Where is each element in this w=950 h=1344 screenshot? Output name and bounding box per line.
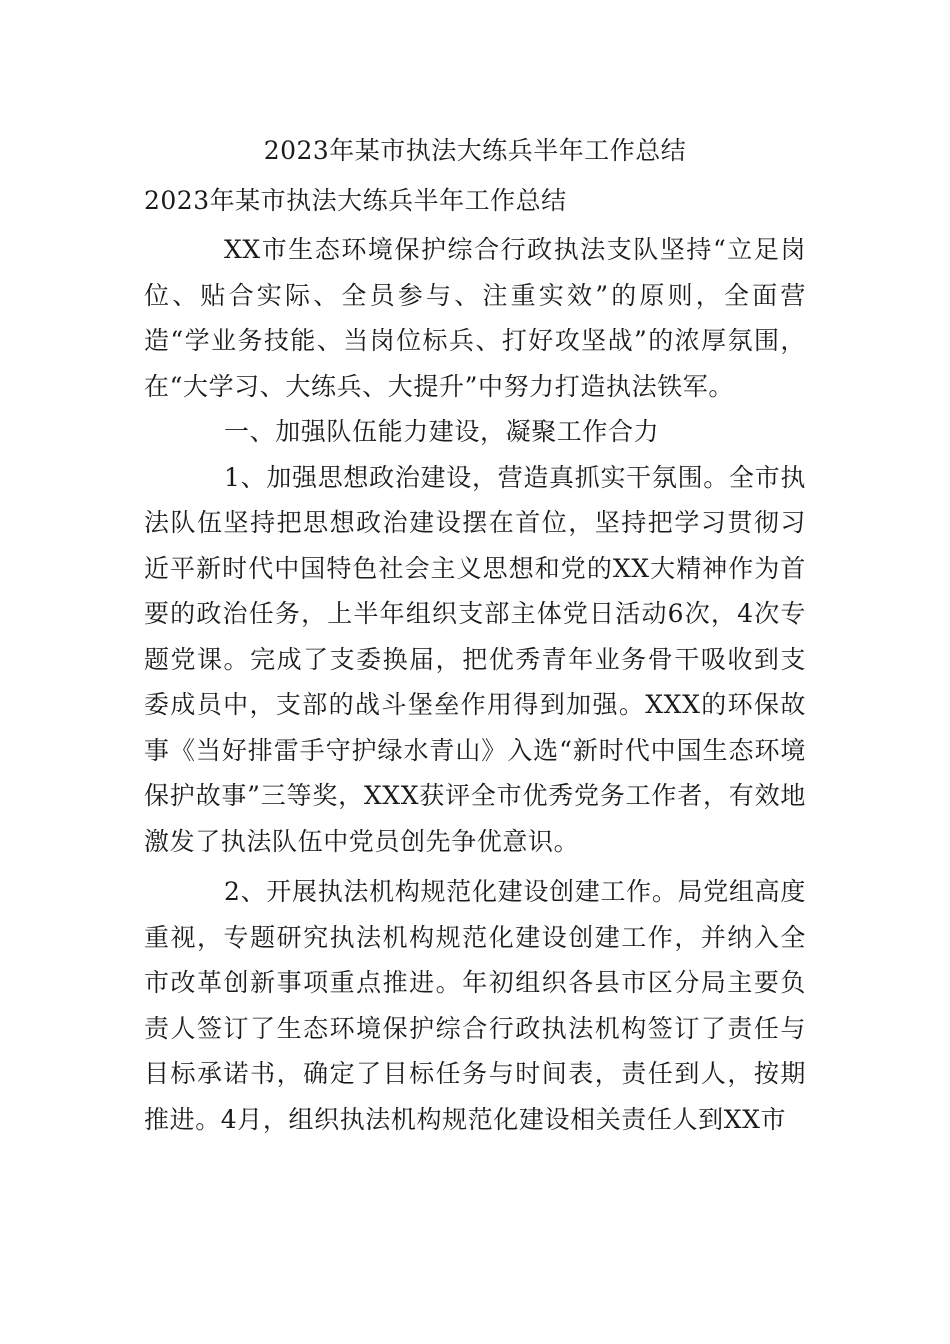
document-body xyxy=(144,227,806,1142)
intro-paragraph: XX市生态环境保护综合行政执法支队坚持“立足岗位、贴合实际、全员参与、注重实效”的原则，全面营造“学业务技能、当岗位标兵、打好攻坚战”的浓厚氛围，在“大学习、大练兵、大提升”中努力打造执法铁军。 xyxy=(144,235,806,401)
document-title: 2023年某市执法大练兵半年工作总结 xyxy=(263,136,687,165)
paragraph-1: 1、加强思想政治建设，营造真抓实干氛围。全市执法队伍坚持把思想政治建设摆在首位，坚持把学习贯彻习近平新时代中国特色社会主义思想和党的XX大精神作为首要的政治任务，上半年组织支部主体党日活动6次，4次专题党课。完成了支委换届，把优秀青年业务骨干吸收到支委成员中，支部的战斗堡垒作用得到加强。XXX的环保故事《当好排雷手守护绿水青山》入选“新时代中国生态环境保护故事”三等奖，XXX获评全市优秀党务工作者，有效地激发了执法队伍中党员创先争优意识。 xyxy=(144,462,806,856)
document-subtitle: 2023年某市执法大练兵半年工作总结 xyxy=(144,186,567,215)
section-heading-1: 一、加强队伍能力建设，凝聚工作合力 xyxy=(224,417,660,446)
paragraph-2: 2、开展执法机构规范化建设创建工作。局党组高度重视，专题研究执法机构规范化建设创建工作，并纳入全市改革创新事项重点推进。年初组织各县市区分局主要负责人签订了生态环境保护综合行政执法机构签订了责任与目标承诺书，确定了目标任务与时间表，责任到人，按期推进。4月，组织执法机构规范化建设相关责任人到XX市 xyxy=(144,877,806,1134)
